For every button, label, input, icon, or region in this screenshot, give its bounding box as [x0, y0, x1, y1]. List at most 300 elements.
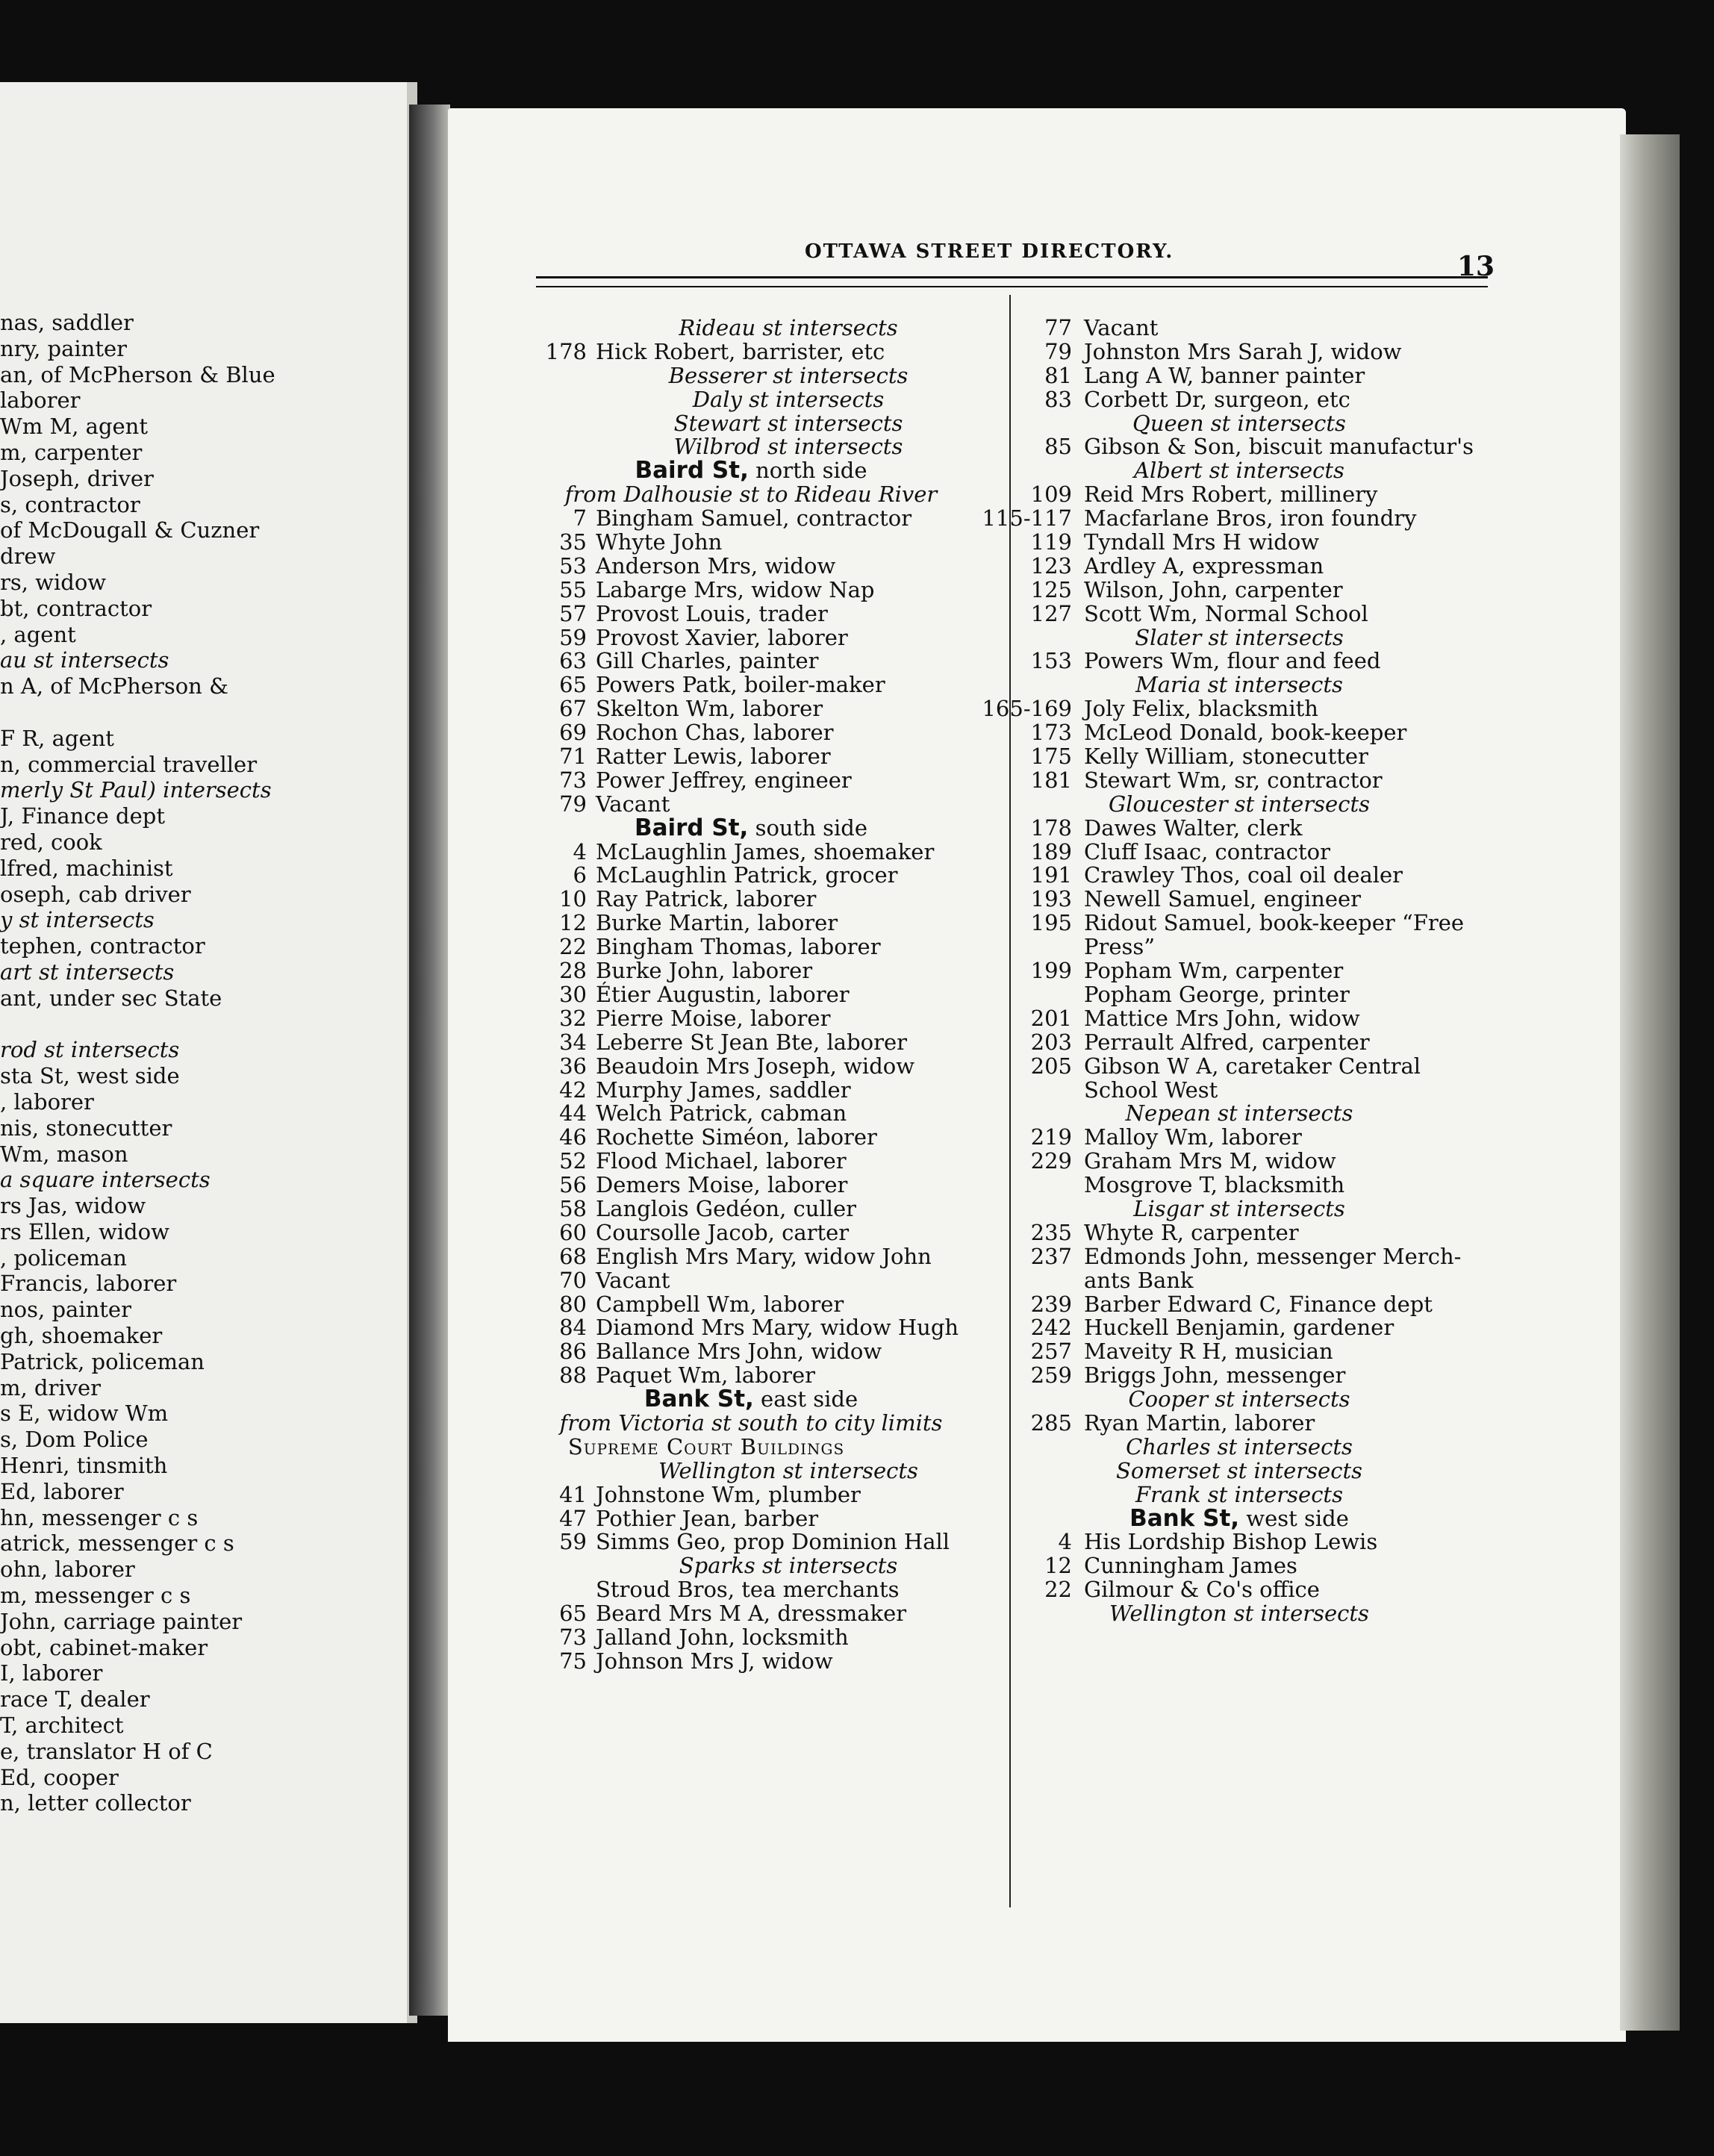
house-number: 189: [1030, 838, 1072, 864]
street-name: Bank St,: [1129, 1504, 1240, 1532]
directory-entry: [527, 1079, 1005, 1103]
directory-entry: [1000, 745, 1486, 769]
resident-name: Bingham Samuel, contractor: [596, 505, 912, 532]
resident-name: Vacant: [1084, 315, 1159, 340]
directory-entry: [1000, 317, 1486, 340]
resident-name: Gibson W A, caretaker Central: [1084, 1053, 1421, 1079]
resident-name: Ardley A, expressman: [1084, 552, 1324, 579]
directory-entry: [527, 1150, 1005, 1174]
directory-entry: [527, 793, 1005, 817]
house-number: 84: [559, 1315, 587, 1341]
resident-name: Maveity R H, musician: [1084, 1339, 1333, 1365]
intersection-note: Albert st intersects: [1134, 458, 1344, 484]
resident-name: Simms Geo, prop Dominion Hall: [596, 1529, 950, 1555]
street-range: from Dalhousie st to Rideau River: [564, 482, 938, 508]
directory-entry: [527, 602, 1005, 626]
resident-name: Power Jeffrey, engineer: [596, 767, 852, 793]
directory-entry: [527, 1316, 1005, 1340]
previous-page-line: sta St, west side: [0, 1063, 180, 1089]
previous-page-line: oseph, cab driver: [0, 881, 191, 907]
house-number: 55: [559, 576, 587, 602]
previous-page-line: m, driver: [0, 1374, 102, 1401]
previous-page-line: Joseph, driver: [0, 465, 154, 491]
house-number: 42: [559, 1077, 587, 1103]
resident-name: His Lordship Bishop Lewis: [1084, 1529, 1378, 1555]
resident-name: Étier Augustin, laborer: [596, 981, 850, 1007]
resident-name: ants Bank: [1084, 1267, 1194, 1293]
previous-page-line: nas, saddler: [0, 310, 134, 335]
directory-entry: [1000, 576, 1486, 602]
resident-name: Cluff Isaac, contractor: [1084, 838, 1330, 864]
resident-name: Gill Charles, painter: [596, 648, 819, 674]
previous-page-line: s E, widow Wm: [0, 1401, 169, 1427]
directory-entry: [1000, 1031, 1486, 1055]
directory-entry: [527, 745, 1005, 769]
resident-name: Jalland John, locksmith: [596, 1624, 849, 1650]
previous-page-line: y st intersects: [0, 907, 155, 933]
previous-page-line: , agent: [0, 621, 76, 647]
house-number: 47: [559, 1505, 587, 1531]
directory-entry: [1000, 1293, 1486, 1317]
house-number: 88: [559, 1362, 587, 1389]
previous-page-text: [0, 310, 417, 1816]
resident-name: Tyndall Mrs H widow: [1084, 529, 1320, 555]
directory-entry: [1000, 838, 1486, 864]
house-number: 68: [559, 1243, 587, 1269]
directory-entry: [1000, 959, 1486, 983]
house-number: 191: [1030, 862, 1072, 888]
directory-entry: [982, 696, 1486, 722]
house-number: 175: [1030, 744, 1072, 770]
resident-name: Rochon Chas, laborer: [596, 720, 834, 746]
resident-name: Pierre Moise, laborer: [596, 1005, 831, 1031]
house-number: 34: [559, 1029, 587, 1055]
resident-name: Ballance Mrs John, widow: [596, 1339, 882, 1365]
directory-entry: [527, 888, 1005, 912]
resident-name: Welch Patrick, cabman: [596, 1100, 847, 1127]
house-number: 127: [1030, 600, 1072, 626]
intersection-note: Maria st intersects: [1135, 672, 1343, 698]
house-number: 22: [559, 934, 587, 960]
directory-entry: [1000, 935, 1486, 959]
directory-entry: [1000, 1364, 1486, 1388]
house-number: 73: [559, 1624, 587, 1650]
house-number: 67: [559, 696, 587, 722]
previous-page-line: Patrick, policeman: [0, 1348, 205, 1374]
house-number: 195: [1030, 910, 1072, 936]
previous-page-line: nis, stonecutter: [0, 1115, 172, 1141]
house-number: 22: [1044, 1577, 1072, 1603]
resident-name: Vacant: [596, 1267, 670, 1293]
house-number: 173: [1030, 720, 1072, 746]
running-head: OTTAWA STREET DIRECTORY.: [805, 240, 1174, 263]
resident-name: Hick Robert, barrister, etc: [596, 338, 885, 364]
house-number: 44: [559, 1100, 587, 1127]
previous-page-line: a square intersects: [0, 1167, 211, 1193]
resident-name: Popham Wm, carpenter: [1084, 958, 1344, 984]
resident-name: McLeod Donald, book-keeper: [1084, 720, 1407, 746]
directory-entry: [1000, 1409, 1486, 1436]
intersection-note: Rideau st intersects: [679, 315, 898, 340]
intersection-note: Slater st intersects: [1135, 624, 1344, 650]
previous-page-line: n A, of McPherson &: [0, 673, 228, 700]
street-heading: [527, 814, 975, 841]
resident-name: Gibson & Son, biscuit manufactur's: [1084, 434, 1474, 460]
previous-page-line: s, Dom Police: [0, 1427, 149, 1453]
directory-entry: [527, 1364, 1005, 1388]
previous-page-line: rod st intersects: [0, 1037, 180, 1063]
resident-name: Perrault Alfred, carpenter: [1084, 1029, 1370, 1055]
resident-name: Mosgrove T, blacksmith: [1084, 1172, 1345, 1198]
house-number: 65: [559, 1601, 587, 1627]
resident-name: Popham George, printer: [1084, 981, 1350, 1007]
resident-name: School West: [1084, 1077, 1218, 1103]
directory-entry: [1000, 388, 1486, 412]
directory-entry: [527, 649, 1005, 673]
house-number: 12: [559, 910, 587, 936]
directory-entry: [527, 1031, 1005, 1055]
intersection-note: Lisgar st intersects: [1133, 1195, 1345, 1221]
directory-entry: [1000, 721, 1486, 745]
resident-name: Crawley Thos, coal oil dealer: [1084, 862, 1403, 888]
directory-entry: [1000, 1316, 1486, 1340]
intersection-note: Sparks st intersects: [679, 1553, 898, 1579]
resident-name: Rochette Siméon, laborer: [596, 1124, 877, 1150]
resident-name: Campbell Wm, laborer: [596, 1291, 844, 1317]
resident-name: Burke Martin, laborer: [596, 910, 838, 936]
directory-entry: [527, 1340, 1005, 1364]
house-number: 259: [1030, 1362, 1072, 1389]
directory-entry: [1000, 1055, 1486, 1079]
directory-entry: [1000, 864, 1486, 888]
house-number: 125: [1030, 576, 1072, 602]
previous-page-line: rs Ellen, widow: [0, 1218, 169, 1244]
intersection-note: Daly st intersects: [692, 386, 885, 412]
directory-entry: [1000, 1150, 1486, 1174]
directory-entry: [1000, 1126, 1486, 1150]
resident-name: Lang A W, banner painter: [1084, 362, 1365, 388]
resident-name: Press”: [1084, 934, 1156, 960]
previous-page-line: au st intersects: [0, 647, 169, 673]
house-number: 30: [559, 981, 587, 1007]
intersection-note: Somerset st intersects: [1116, 1457, 1362, 1483]
house-number: 80: [559, 1291, 587, 1317]
resident-name: Wilson, John, carpenter: [1084, 576, 1343, 602]
resident-name: Edmonds John, messenger Merch-: [1084, 1243, 1462, 1269]
previous-page-line: bt, contractor: [0, 595, 152, 621]
directory-entry: [527, 340, 1005, 364]
header-rule: [536, 276, 1488, 287]
previous-page-line: laborer: [0, 387, 81, 414]
resident-name: Coursolle Jacob, carter: [596, 1219, 850, 1245]
intersection-note: Wellington st intersects: [1109, 1601, 1369, 1627]
intersection-note: Frank st intersects: [1135, 1481, 1343, 1507]
directory-entry: [527, 721, 1005, 745]
resident-name: Barber Edward C, Finance dept: [1084, 1291, 1433, 1317]
previous-page-line: s, contractor: [0, 491, 140, 517]
street-name: Baird St,: [635, 457, 749, 485]
house-number: 239: [1030, 1291, 1072, 1317]
directory-entry: [1000, 483, 1486, 507]
directory-entry: [1000, 531, 1486, 555]
previous-page-line: m, messenger c s: [0, 1583, 191, 1609]
directory-entry: [1000, 1007, 1486, 1031]
directory-entry: [527, 769, 1005, 793]
previous-page-line: race T, dealer: [0, 1686, 150, 1713]
directory-entry: [1000, 340, 1486, 364]
house-number: 28: [559, 958, 587, 984]
resident-name: Labarge Mrs, widow Nap: [596, 576, 875, 602]
resident-name: Mattice Mrs John, widow: [1084, 1005, 1360, 1031]
house-number: 178: [1030, 814, 1072, 841]
previous-page-line: rs Jas, widow: [0, 1193, 146, 1219]
street-name: Baird St,: [634, 814, 749, 841]
house-number: 205: [1030, 1053, 1072, 1079]
resident-name: Paquet Wm, laborer: [596, 1362, 815, 1389]
house-number: 123: [1030, 552, 1072, 579]
previous-page-line: I, laborer: [0, 1660, 103, 1686]
previous-page-line: F R, agent: [0, 725, 114, 751]
previous-page-line: tephen, contractor: [0, 933, 205, 959]
directory-entry: [527, 935, 1005, 959]
house-number: 229: [1030, 1148, 1072, 1174]
house-number: 257: [1030, 1339, 1072, 1365]
house-number: 36: [559, 1053, 587, 1079]
intersection-note: Queen st intersects: [1132, 410, 1346, 436]
street-heading: [527, 1388, 975, 1412]
resident-name: Johnson Mrs J, widow: [596, 1648, 833, 1674]
resident-name: Ratter Lewis, laborer: [596, 744, 831, 770]
previous-page-line: ant, under sec State: [0, 985, 222, 1011]
previous-page-line: nry, painter: [0, 335, 127, 361]
resident-name: Beard Mrs M A, dressmaker: [596, 1601, 907, 1627]
house-number: 60: [559, 1219, 587, 1245]
directory-entry: [527, 531, 1005, 555]
previous-page-line: red, cook: [0, 829, 102, 855]
previous-page-line: nos, painter: [0, 1297, 131, 1323]
directory-column-right: [982, 315, 1486, 1627]
directory-entry: [1000, 1245, 1486, 1269]
directory-entry: [527, 576, 1005, 602]
previous-page-line: atrick, messenger c s: [0, 1530, 234, 1557]
resident-name: Stroud Bros, tea merchants: [596, 1577, 900, 1603]
house-number: 59: [559, 1529, 587, 1555]
house-number: 79: [1044, 338, 1072, 364]
house-number: 32: [559, 1005, 587, 1031]
house-number: 10: [559, 886, 587, 912]
resident-name: Whyte R, carpenter: [1084, 1219, 1299, 1245]
intersection-note: Charles st intersects: [1126, 1433, 1353, 1459]
street-side: north side: [755, 458, 867, 484]
resident-name: Leberre St Jean Bte, laborer: [596, 1029, 908, 1055]
house-number: 77: [1044, 315, 1072, 340]
resident-name: Gilmour & Co's office: [1084, 1577, 1320, 1603]
directory-entry: [527, 1269, 1005, 1293]
house-number: 199: [1030, 958, 1072, 984]
landmark-label: Supreme Court Buildings: [567, 1433, 845, 1459]
house-number: 79: [559, 791, 587, 817]
resident-name: Ray Patrick, laborer: [596, 886, 817, 912]
resident-name: Powers Wm, flour and feed: [1084, 648, 1381, 674]
house-number: 35: [559, 529, 587, 555]
previous-page: [0, 82, 417, 2023]
directory-entry: [527, 1245, 1005, 1269]
directory-entry: [527, 1650, 1005, 1674]
house-number: 181: [1030, 767, 1072, 793]
house-number: 178: [545, 338, 587, 364]
directory-entry: [1000, 1340, 1486, 1364]
previous-page-line: , laborer: [0, 1088, 94, 1115]
directory-entry: [527, 673, 1005, 697]
directory-entry: [527, 1602, 1005, 1626]
house-number: 193: [1030, 886, 1072, 912]
previous-page-line: , policeman: [0, 1244, 127, 1271]
intersection-note: Wilbrod st intersects: [673, 434, 903, 460]
street-heading: [527, 459, 975, 483]
house-number: 203: [1030, 1029, 1072, 1055]
house-number: 59: [559, 624, 587, 650]
previous-page-line: an, of McPherson & Blue: [0, 361, 275, 387]
house-number: 119: [1030, 529, 1072, 555]
house-number: 53: [559, 552, 587, 579]
previous-page-line: art st intersects: [0, 959, 175, 985]
directory-entry: [1000, 769, 1486, 793]
directory-entry: [527, 1221, 1005, 1245]
directory-entry: [1000, 364, 1486, 388]
resident-name: English Mrs Mary, widow John: [596, 1243, 932, 1269]
resident-name: Provost Xavier, laborer: [596, 624, 848, 650]
intersection-note: Gloucester st intersects: [1109, 791, 1370, 817]
resident-name: Briggs John, messenger: [1084, 1362, 1346, 1389]
directory-entry: [527, 1507, 1005, 1531]
previous-page-line: Wm M, agent: [0, 414, 149, 440]
street-side: west side: [1246, 1505, 1349, 1531]
resident-name: McLaughlin James, shoemaker: [596, 838, 935, 864]
directory-entry: [527, 1626, 1005, 1650]
resident-name: Corbett Dr, surgeon, etc: [1084, 386, 1350, 412]
previous-page-line: hn, messenger c s: [0, 1504, 199, 1530]
directory-entry: [527, 1483, 1005, 1507]
directory-entry: [527, 1126, 1005, 1150]
directory-entry: [982, 505, 1486, 532]
resident-name: Provost Louis, trader: [596, 600, 828, 626]
house-number: 63: [559, 648, 587, 674]
previous-page-line: Ed, cooper: [0, 1764, 119, 1790]
previous-page-line: [0, 1012, 417, 1038]
previous-page-line: lfred, machinist: [0, 855, 173, 881]
directory-entry: [527, 1055, 1005, 1079]
directory-entry: [1000, 649, 1486, 673]
house-number: 65: [559, 672, 587, 698]
resident-name: Stewart Wm, sr, contractor: [1084, 767, 1383, 793]
directory-entry: [527, 959, 1005, 983]
resident-name: Diamond Mrs Mary, widow Hugh: [596, 1315, 959, 1341]
intersection-note: Nepean st intersects: [1125, 1100, 1353, 1127]
resident-name: Ridout Samuel, book-keeper “Free: [1084, 910, 1465, 936]
directory-entry: [1000, 1530, 1486, 1554]
resident-name: Bingham Thomas, laborer: [596, 934, 881, 960]
book-gutter: [409, 105, 450, 2016]
previous-page-line: John, carriage painter: [0, 1608, 243, 1634]
previous-page-line: of McDougall & Cuzner: [0, 517, 260, 543]
previous-page-line: Francis, laborer: [0, 1271, 177, 1297]
resident-name: Vacant: [596, 791, 670, 817]
resident-name: Newell Samuel, engineer: [1084, 886, 1362, 912]
street-side: east side: [761, 1386, 858, 1412]
intersection-note: Stewart st intersects: [673, 410, 903, 436]
directory-entry: [1000, 1578, 1486, 1602]
previous-page-line: ohn, laborer: [0, 1557, 135, 1583]
house-number: 201: [1030, 1005, 1072, 1031]
directory-entry: [527, 626, 1005, 650]
directory-column-left: [527, 317, 1005, 1674]
house-number: 83: [1044, 386, 1072, 412]
directory-entry: [527, 507, 1005, 531]
directory-entry: [527, 864, 1005, 888]
resident-name: Beaudoin Mrs Joseph, widow: [596, 1053, 915, 1079]
resident-name: Scott Wm, Normal School: [1084, 600, 1368, 626]
resident-name: Ryan Martin, laborer: [1084, 1409, 1315, 1436]
house-number: 69: [559, 720, 587, 746]
previous-page-line: merly St Paul) intersects: [0, 777, 272, 803]
directory-entry: [527, 552, 1005, 579]
street-side: south side: [755, 814, 868, 841]
page-edge: [1620, 134, 1680, 2031]
directory-entry: [1000, 1079, 1486, 1103]
directory-entry: [527, 1102, 1005, 1126]
resident-name: Skelton Wm, laborer: [596, 696, 823, 722]
resident-name: Demers Moise, laborer: [596, 1172, 848, 1198]
house-number: 4: [573, 838, 587, 864]
page-number: 13: [1457, 251, 1495, 282]
house-number: 41: [559, 1481, 587, 1507]
resident-name: Kelly William, stonecutter: [1084, 744, 1368, 770]
resident-name: Cunningham James: [1084, 1553, 1297, 1579]
directory-entry: [527, 1530, 1005, 1554]
street-name: Bank St,: [643, 1386, 754, 1413]
resident-name: Murphy James, saddler: [596, 1077, 851, 1103]
directory-entry: [527, 1578, 1005, 1602]
house-number: 75: [559, 1648, 587, 1674]
resident-name: Graham Mrs M, widow: [1084, 1148, 1336, 1174]
house-number: 73: [559, 767, 587, 793]
resident-name: Joly Felix, blacksmith: [1084, 696, 1318, 722]
directory-entry: [1000, 1174, 1486, 1197]
previous-page-line: [0, 700, 417, 726]
house-number: 115-117: [982, 505, 1072, 532]
resident-name: Flood Michael, laborer: [596, 1148, 847, 1174]
house-number: 56: [559, 1172, 587, 1198]
intersection-note: Cooper st intersects: [1128, 1386, 1350, 1412]
house-number: 71: [559, 744, 587, 770]
house-number: 165-169: [982, 696, 1072, 722]
directory-entry: [1000, 983, 1486, 1007]
previous-page-line: T, architect: [0, 1713, 124, 1739]
resident-name: McLaughlin Patrick, grocer: [596, 862, 898, 888]
resident-name: Macfarlane Bros, iron foundry: [1084, 505, 1417, 532]
previous-page-line: Wm, mason: [0, 1141, 128, 1167]
directory-entry: [527, 697, 1005, 721]
intersection-note: Besserer st intersects: [668, 362, 909, 388]
directory-entry: [527, 838, 1005, 864]
house-number: 46: [559, 1124, 587, 1150]
house-number: 57: [559, 600, 587, 626]
house-number: 86: [559, 1339, 587, 1365]
house-number: 81: [1044, 362, 1072, 388]
resident-name: Malloy Wm, laborer: [1084, 1124, 1302, 1150]
directory-entry: [527, 1174, 1005, 1197]
resident-name: Pothier Jean, barber: [596, 1505, 819, 1531]
